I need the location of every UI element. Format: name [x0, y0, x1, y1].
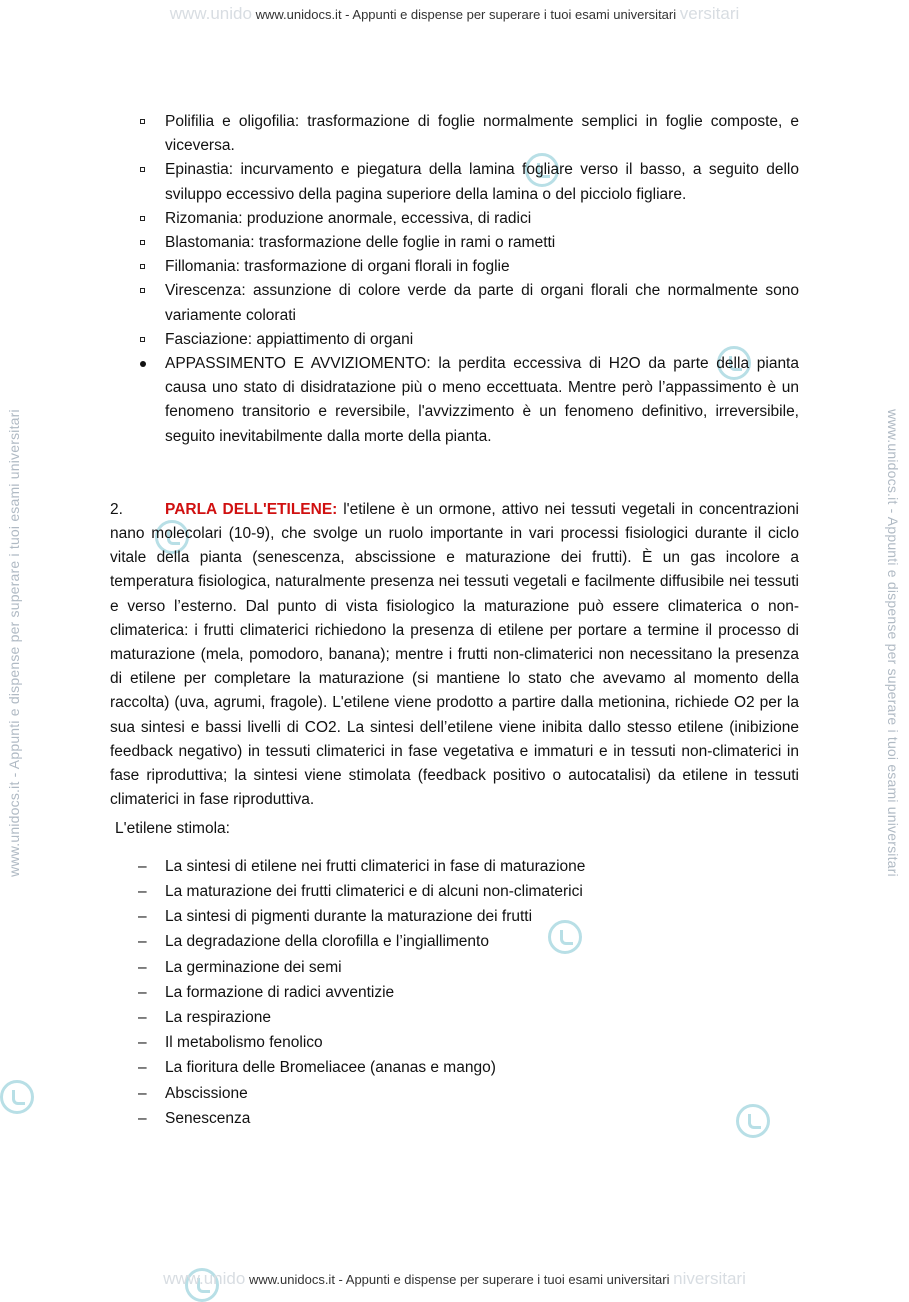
- ethylene-effects-list: [110, 854, 799, 1131]
- list-item: – Abscissione: [110, 1081, 799, 1106]
- header-ghost-right: versitari: [679, 4, 740, 23]
- bullet-item-appassimento: APPASSIMENTO E AVVIZIOMENTO: la perdita eccessiva di H2O da parte della pianta causa uno stato di disidratazione più o meno eccettuata. Mentre però l’appassimento è un fenomeno transitorio e reversibile, l'avvizzimento è un fenomeno definitivo, irreversibile, seguito inevitabilmente dalla morte della pianta.: [110, 352, 799, 449]
- list-item: – La fioritura delle Bromeliacee (ananas e mango): [110, 1055, 799, 1080]
- footer-ghost-left: www.unido: [163, 1269, 246, 1288]
- list-item: Epinastia: incurvamento e piegatura della lamina fogliare verso il basso, a seguito dello sviluppo eccessivo della pagina superiore della lamina o del picciolo figliare.: [110, 158, 799, 206]
- list-item: – La germinazione dei semi: [110, 955, 799, 980]
- unidocs-logo-icon: [0, 1080, 34, 1114]
- right-side-watermark: www.unidocs.it - Appunti e dispense per superare i tuoi esami universitari: [885, 409, 901, 877]
- list-item: – Senescenza: [110, 1106, 799, 1131]
- effects-intro: L'etilene stimola:: [115, 820, 230, 838]
- list-item: Rizomania: produzione anormale, eccessiva, di radici: [110, 207, 799, 231]
- page-footer: [0, 1269, 909, 1289]
- list-item: – La maturazione dei frutti climaterici e di alcuni non-climaterici: [110, 879, 799, 904]
- section-heading: PARLA DELL'ETILENE:: [165, 500, 338, 518]
- list-item: – La respirazione: [110, 1005, 799, 1030]
- section-2-paragraph: [110, 498, 799, 813]
- list-item: – La degradazione della clorofilla e l’ingiallimento: [110, 929, 799, 954]
- list-item: – La sintesi di etilene nei frutti climaterici in fase di maturazione: [110, 854, 799, 879]
- list-item: Virescenza: assunzione di colore verde da parte di organi florali che normalmente sono variamente colorati: [110, 279, 799, 327]
- header-ghost-left: www.unido: [169, 4, 252, 23]
- footer-text: www.unidocs.it - Appunti e dispense per superare i tuoi esami universitari: [248, 1272, 670, 1287]
- section-number: 2.: [110, 500, 123, 518]
- list-item: Fasciazione: appiattimento di organi: [110, 328, 799, 352]
- document-body: [110, 110, 799, 1131]
- section-body: l'etilene è un ormone, attivo nei tessuti vegetali in concentrazioni nano molecolari (10-9), che svolge un ruolo importante in vari processi fisiologici durante il ciclo vitale della pianta (senescenza, abscissione e maturazione dei frutti). È un gas incolore a temperatura fisiologica, naturalmente presenza nei tessuti vegetali e facilmente diffusibile nei tessuti e verso l’esterno. Dal punto di vista fisiologico la maturazione può essere climaterica o non-climaterica: i frutti climaterici richiedono la presenza di etilene per portare a termine il processo di maturazione (mela, pomodoro, banana); mentre i frutti non-climaterici non necessitano la presenza di etilene per completare la maturazione (si mantiene lo stato che avevamo al momento della raccolta) (uva, agrumi, fragole). L'etilene viene prodotto a partire dalla metionina, richiede O2 per la sua sintesi e bassi livelli di CO2. La sintesi dell’etilene viene inibita dallo stesso etilene (inibizione feedback negativo) in tessuti climaterici in fase vegetativa e immaturi e in tessuti non-climaterici in fase riproduttiva; la sintesi viene stimolata (feedback positivo o autocatalisi) da etilene in tessuti climaterici in fase riproduttiva.: [110, 500, 799, 809]
- leaf-anomalies-list: [110, 110, 799, 449]
- header-text: www.unidocs.it - Appunti e dispense per superare i tuoi esami universitari: [255, 7, 677, 22]
- list-item: – La formazione di radici avventizie: [110, 980, 799, 1005]
- list-item: Fillomania: trasformazione di organi florali in foglie: [110, 255, 799, 279]
- left-side-watermark: www.unidocs.it - Appunti e dispense per superare i tuoi esami universitari: [6, 409, 22, 877]
- footer-ghost-right: niversitari: [673, 1269, 746, 1288]
- list-item: – Il metabolismo fenolico: [110, 1030, 799, 1055]
- list-item: – La sintesi di pigmenti durante la maturazione dei frutti: [110, 904, 799, 929]
- list-item: Blastomania: trasformazione delle foglie in rami o rametti: [110, 231, 799, 255]
- page-header: [0, 4, 909, 24]
- list-item: Polifilia e oligofilia: trasformazione di foglie normalmente semplici in foglie composte, e viceversa.: [110, 110, 799, 158]
